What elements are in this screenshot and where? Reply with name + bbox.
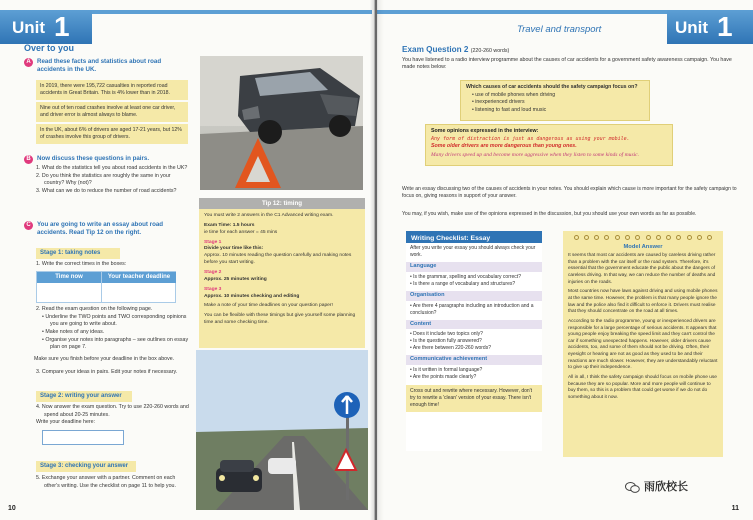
step-1-text: 1. Write the correct times in the boxes: — [36, 261, 127, 267]
notes-item: • use of mobile phones when driving — [472, 92, 644, 100]
tip-title: Tip 12: — [261, 200, 284, 207]
tip-p1: You must write 2 answers in the C1 Advanced writing exam. — [204, 213, 334, 218]
notes-item: • inexperienced drivers — [472, 99, 644, 107]
badge-b: B — [24, 155, 33, 164]
tip-stage-2 — [204, 270, 360, 284]
tip-time-label: Exam Time: 1.5 hours — [204, 222, 255, 228]
tip-stage-1-text: Divide your time like this: — [204, 246, 264, 252]
times-table — [36, 271, 176, 303]
section-b-title: Now discuss these questions in pairs. — [37, 155, 150, 162]
notebook-rings — [568, 231, 718, 243]
ring-icon — [635, 235, 640, 240]
table-divider — [101, 272, 102, 303]
bullet-3: • Organise your notes into paragraphs – see outlines on essay plan on page 7. — [42, 336, 189, 351]
deadline-prompt: Write your deadline here: — [36, 419, 96, 426]
checklist-title: Writing Checklist: Essay — [406, 231, 542, 243]
opinions-box — [425, 124, 673, 166]
question-3: 3. What can we do to reduce the number of road accidents? — [36, 188, 177, 195]
unit-label: Unit — [12, 18, 46, 37]
checklist-item: • Are the points made clearly? — [410, 374, 538, 381]
bullet-1: • Underline the TWO points and TWO corresponding opinions you are going to write about. — [42, 313, 187, 328]
unit-label-right: Unit — [675, 18, 709, 37]
unit-badge-left — [0, 10, 92, 44]
section-a-heading — [28, 58, 161, 75]
tip-stage-1-title: Stage 1 — [204, 239, 222, 245]
checklist-body — [406, 243, 542, 414]
ring-icon — [615, 235, 620, 240]
ring-icon — [666, 235, 671, 240]
deadline-input[interactable] — [42, 430, 124, 445]
stage-3-label: Stage 3: checking your answer — [36, 461, 136, 472]
stage-1-label: Stage 1: taking notes — [36, 248, 120, 259]
road-traffic-photo — [196, 350, 368, 510]
opinion-2: Some older drivers are more dangerous than young ones. — [431, 143, 577, 150]
ring-icon — [697, 235, 702, 240]
tip-time — [204, 223, 360, 237]
stage-1-step-1 — [36, 261, 186, 269]
notes-question: Which causes of car accidents should the safety campaign focus on? — [466, 84, 638, 90]
essay-instruction: Write an essay discussing two of the causes of accidents in your notes. You should explain which cause is more important for the safety campaign to focus on, giving reasons in support of your answer. — [402, 186, 737, 200]
crashed-car-photo — [200, 56, 363, 190]
ring-icon — [604, 235, 609, 240]
checklist-item: • Does it include two topics only? — [410, 331, 538, 338]
bullet-2: • Make notes of any ideas. — [42, 329, 105, 336]
step-3-text: 3. Compare your ideas in pairs. Edit your notes if necessary. — [36, 369, 178, 375]
question-notes-box — [460, 80, 650, 121]
section-c-heading — [28, 221, 163, 238]
step-4-text: 4. Now answer the exam question. Try to use 220-260 words and spend about 20-25 minutes. — [36, 404, 189, 418]
ring-icon — [656, 235, 661, 240]
tip-title-accent: timing — [283, 200, 303, 207]
step-5-text: 5. Exchange your answer with a partner. Comment on each other's writing. Use the checklist on page 11 to help you. — [36, 475, 176, 489]
checklist-content-title: Content — [406, 320, 542, 330]
checklist-communicative-title: Communicative achievement — [406, 355, 542, 365]
section-title: Over to you — [24, 43, 75, 53]
checklist-organisation-items — [410, 303, 538, 317]
checklist-item: • Is there a range of vocabulary and structures? — [410, 281, 538, 288]
tip-12-header — [199, 198, 365, 209]
ring-icon — [676, 235, 681, 240]
exam-intro: You have listened to a radio interview programme about the causes of car accidents for a government safety awareness campaign. You have made notes below: — [402, 57, 732, 71]
checklist-communicative-items — [410, 367, 538, 381]
tip-stage-3-title: Stage 3 — [204, 286, 222, 292]
section-c-title-1: You are going to write an essay about road — [37, 221, 164, 228]
unit-number: 1 — [54, 11, 70, 42]
col-deadline: Your teacher deadline — [102, 272, 176, 283]
stage-2-label: Stage 2: writing your answer — [36, 391, 132, 402]
tip-stage-3 — [204, 287, 360, 301]
page-number-right: 11 — [731, 505, 739, 512]
fact-box-3: In the UK, about 6% of drivers are aged 17-21 years, but 12% of crashes involve this group of drivers. — [36, 124, 188, 144]
ring-icon — [584, 235, 589, 240]
notes-item: • listening to fast and loud music — [472, 107, 644, 115]
section-a-title-1: Read these facts and statistics about road — [37, 58, 162, 65]
tip-12-box — [199, 198, 365, 348]
checklist-intro: After you write your essay you should always check your work. — [410, 245, 536, 258]
unit-badge-right — [667, 10, 753, 44]
wechat-icon — [625, 482, 640, 493]
step-4 — [36, 404, 191, 427]
opinion-3: Many drivers speed up and become more aggressive when they listen to some kinds of music. — [431, 152, 640, 159]
badge-a: A — [24, 58, 33, 67]
tip-stage-2-title: Stage 2 — [204, 270, 222, 276]
page-number-left: 10 — [8, 505, 16, 512]
section-a-title-2: accidents in the UK. — [37, 66, 97, 74]
essay-note: You may, if you wish, make use of the opinions expressed in the discussion, but you should use your own words as far as possible. — [402, 211, 697, 217]
question-2: 2. Do you think the statistics are roughly the same in your country? Why (not)? — [36, 172, 171, 187]
crashed-car-illustration — [200, 56, 363, 190]
ring-icon — [707, 235, 712, 240]
checklist-language-title: Language — [406, 262, 542, 272]
section-b-questions — [36, 165, 191, 196]
finish-text: Make sure you finish before your deadline in the box above. — [34, 356, 175, 362]
step-5 — [36, 475, 191, 490]
tip-stage-1-approx: Approx. 10 minutes reading the question carefully and making notes before you start writing. — [204, 253, 352, 266]
tip-time-each: ie time for each answer = 45 mins — [204, 229, 278, 235]
ring-icon — [574, 235, 579, 240]
writing-checklist — [406, 231, 542, 451]
fact-box-2: Nine out of ten road crashes involve at least one car driver, and driver error is almost always to blame. — [36, 102, 188, 122]
bullet-3-text: Organise your notes into paragraphs – see outlines on essay plan on page 7. — [45, 336, 189, 351]
bullet-1-text: Underline the TWO points and TWO corresponding opinions you are going to write about. — [45, 313, 187, 328]
unit-number-right: 1 — [717, 11, 733, 42]
finish-note — [34, 356, 192, 364]
tip-final-1: Make a note of your time deadlines on your question paper! — [204, 303, 333, 309]
model-answer-box — [563, 231, 723, 457]
tip-stage-1 — [204, 240, 360, 267]
tip-stage-3-text: Approx. 10 minutes checking and editing — [204, 293, 300, 299]
ring-icon — [646, 235, 651, 240]
step-3 — [36, 369, 194, 377]
checklist-item: • Is it written in formal language? — [410, 367, 538, 374]
tip-stage-2-text: Approx. 25 minutes writing — [204, 276, 267, 282]
right-page — [377, 0, 753, 520]
section-b-heading — [28, 155, 149, 163]
checklist-item: • Are there 4 paragraphs including an introduction and a conclusion? — [410, 303, 538, 317]
tip-final-2: You can be flexible with these timings but give yourself some planning time and some checking time. — [204, 313, 356, 326]
checklist-item: • Is the question fully answered? — [410, 338, 538, 345]
notes-list — [466, 92, 644, 115]
checklist-content-items — [410, 331, 538, 352]
model-paragraph-2: Most countries now have laws against driving and using mobile phones at the same time. However, the problem is that many people ignore the law and the police also find it difficult to enforce it. Drivers must realise that they should concentrate on the road at all times. — [568, 289, 718, 315]
model-paragraph-4: All in all, I think the safety campaign should focus on mobile phone use because they are so popular. More and more people will continue to buy them, so this is a problem that could get worse if we do not do something about it now. — [568, 375, 717, 400]
question-1: 1. What do the statistics tell you about road accidents in the UK? — [36, 165, 188, 171]
tip-12-body — [199, 209, 365, 334]
ring-icon — [594, 235, 599, 240]
checklist-item: • Is the grammar, spelling and vocabulary correct? — [410, 274, 538, 281]
opinions-heading: Some opinions expressed in the interview: — [431, 128, 539, 134]
watermark-text: 雨欣校长 — [644, 481, 688, 493]
bullet-2-text: Make notes of any ideas. — [45, 329, 105, 336]
model-paragraph-1: It seems that most car accidents are caused by careless driving rather than a problem with the car itself or the road system. Therefore, it's essential that the government educate the public about the dangers of careless driving. In that way, we can reduce the number of deaths and injuries on the roads. — [568, 253, 716, 285]
fact-box-1: In 2019, there were 195,722 casualties in reported road accidents in Great Britain. This is 4% lower than in 2018. — [36, 80, 188, 100]
col-time-now: Time now — [37, 272, 101, 283]
word-count: (220-260 words) — [470, 48, 510, 54]
road-illustration — [196, 350, 368, 510]
checklist-organisation-title: Organisation — [406, 291, 542, 301]
exam-title-text: Exam Question 2 — [402, 45, 469, 54]
ring-icon — [625, 235, 630, 240]
checklist-language-items — [410, 274, 538, 288]
left-page — [0, 0, 375, 520]
badge-c: C — [24, 221, 33, 230]
checklist-item: • Are there between 220-260 words? — [410, 345, 538, 352]
model-answer-title: Model Answer — [623, 244, 663, 250]
header-bar-right — [377, 10, 667, 14]
ring-icon — [687, 235, 692, 240]
section-c-title-2: accidents. Read Tip 12 on the right. — [37, 229, 142, 237]
step-2-text: 2. Read the exam question on the following page. — [36, 306, 153, 312]
exam-question-title — [402, 45, 509, 54]
watermark — [625, 478, 688, 494]
model-paragraph-3: According to the radio programme, young or inexperienced drivers are responsible for a large percentage of serious accidents. It appears that young people enjoy breaking the speed limit and they can't control the car if something unexpected happens. However, older drivers cause accidents, too, and some of them should not be driving. Often, their eyesight or hearing are not as good as they used to be and their reactions are much slower. However, they are understandably reluctant to give up their independence. — [568, 318, 718, 371]
stage-1-steps — [36, 306, 191, 352]
opinion-1: Any form of distraction is just as dangerous as using your mobile. — [431, 135, 630, 142]
header-bar — [92, 10, 372, 14]
chapter-title: Travel and transport — [517, 24, 602, 35]
checklist-footer: Cross out and rewrite where necessary. However, don't try to rewrite a 'clean' version of your essay. There isn't enough time! — [406, 385, 542, 412]
